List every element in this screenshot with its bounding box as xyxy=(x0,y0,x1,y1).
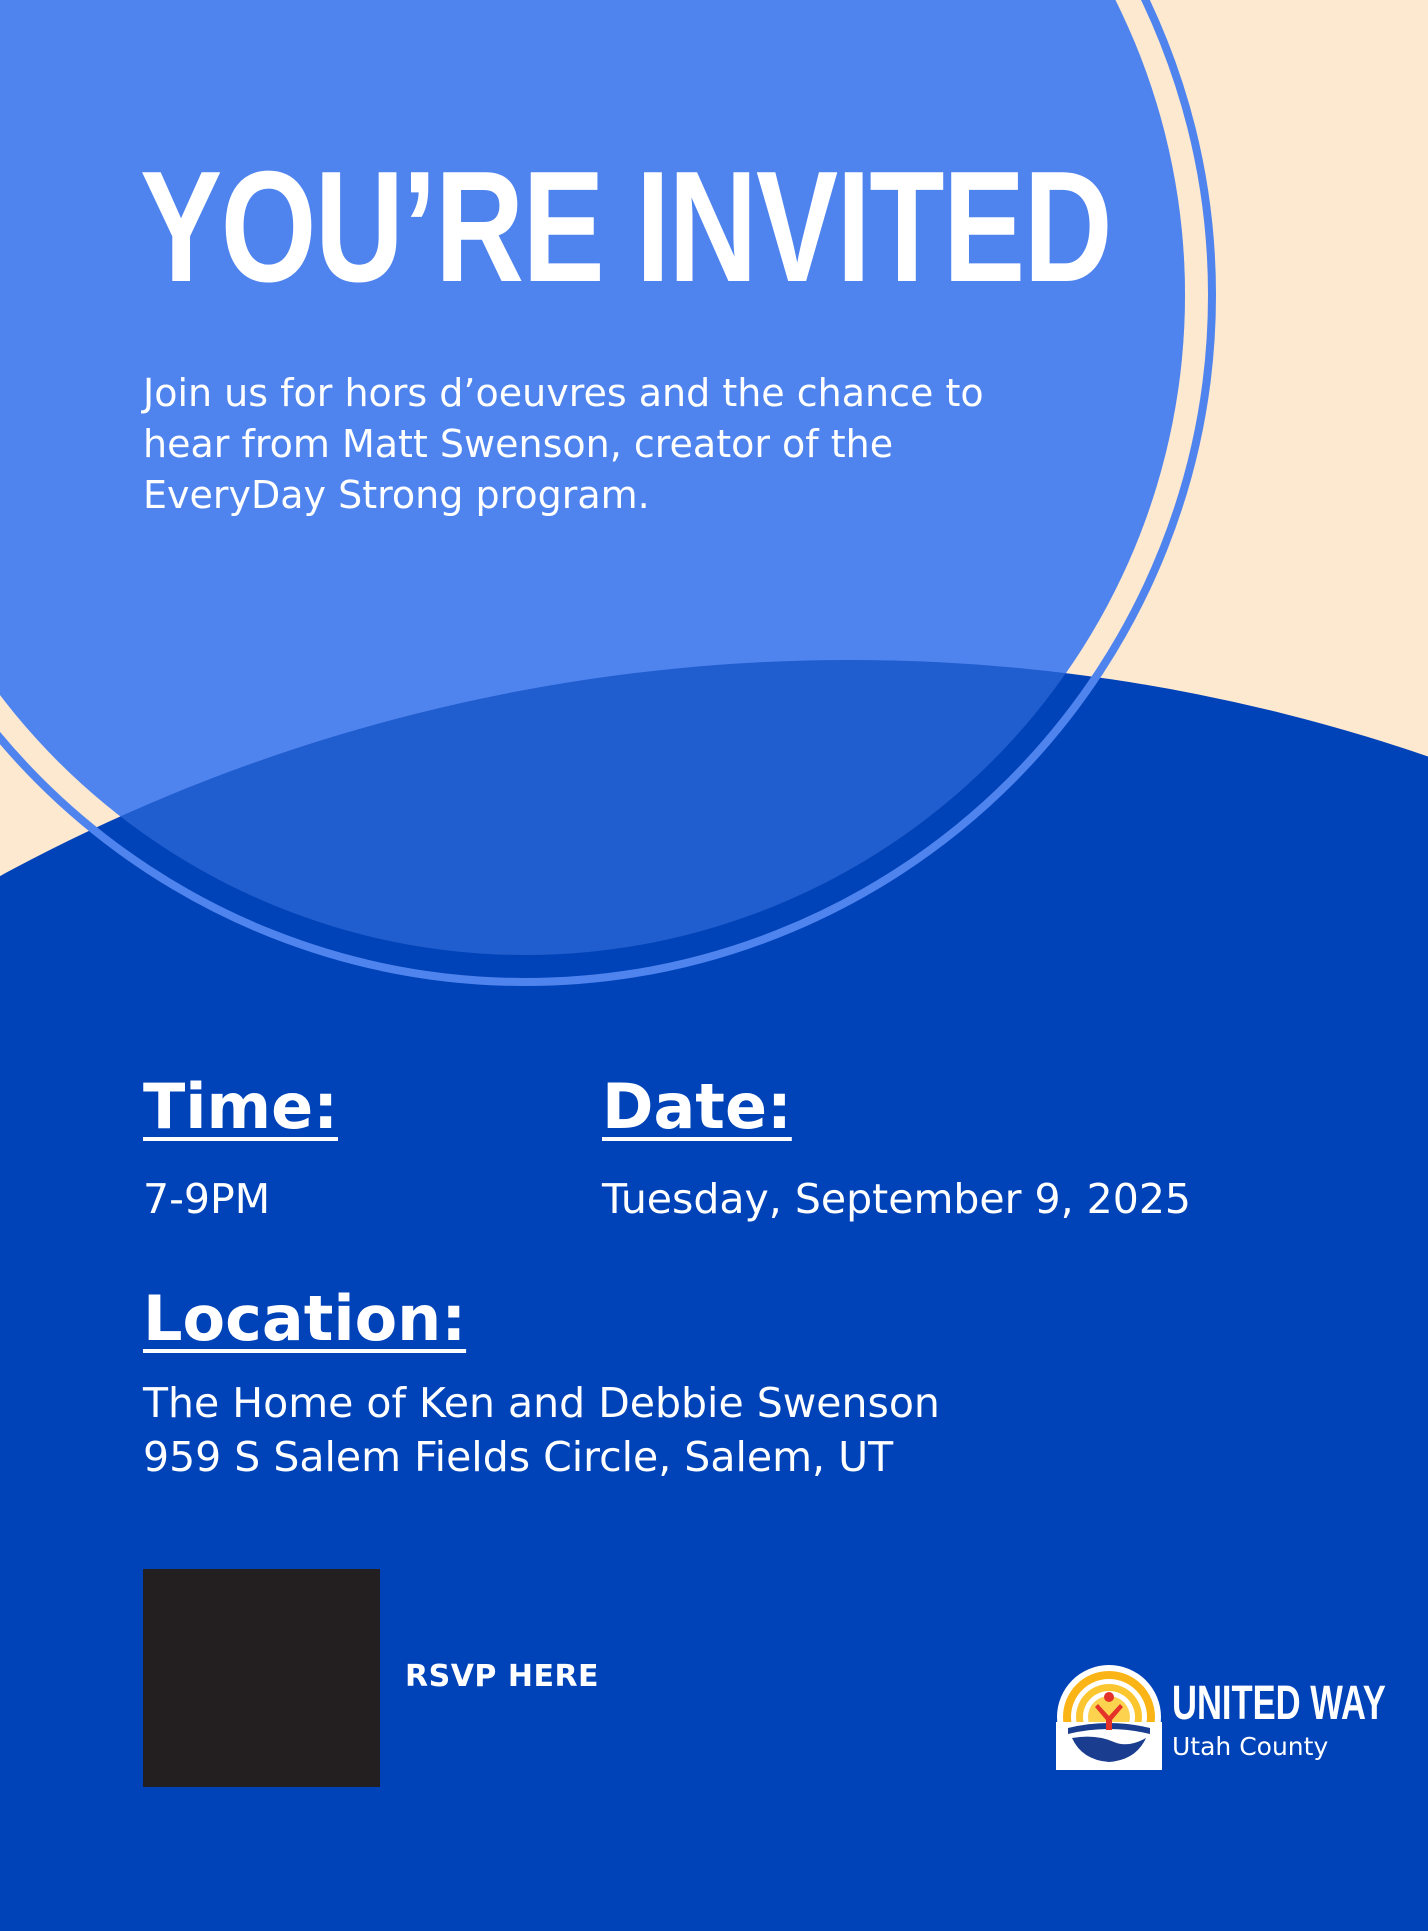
date-value: Tuesday, September 9, 2025 xyxy=(602,1175,1192,1223)
date-label: Date: xyxy=(602,1070,792,1143)
logo-subtitle: Utah County xyxy=(1172,1732,1329,1761)
rsvp-link[interactable]: RSVP HERE xyxy=(405,1659,600,1694)
intro-text: Join us for hors d’oeuvres and the chance to hear from Matt Swenson, creator of the EveryDay Strong program. xyxy=(143,371,984,517)
invite-title: YOU’RE INVITED xyxy=(140,139,1112,315)
location-line-1: The Home of Ken and Debbie Swenson xyxy=(143,1379,940,1427)
location-label: Location: xyxy=(143,1282,467,1355)
location-line-2: 959 S Salem Fields Circle, Salem, UT xyxy=(143,1433,894,1481)
united-way-logo-icon xyxy=(1056,1664,1162,1770)
time-label: Time: xyxy=(143,1070,338,1143)
qr-code-placeholder[interactable] xyxy=(143,1569,380,1787)
logo-name: UNITED WAY xyxy=(1172,1677,1386,1730)
time-value: 7-9PM xyxy=(143,1175,271,1223)
